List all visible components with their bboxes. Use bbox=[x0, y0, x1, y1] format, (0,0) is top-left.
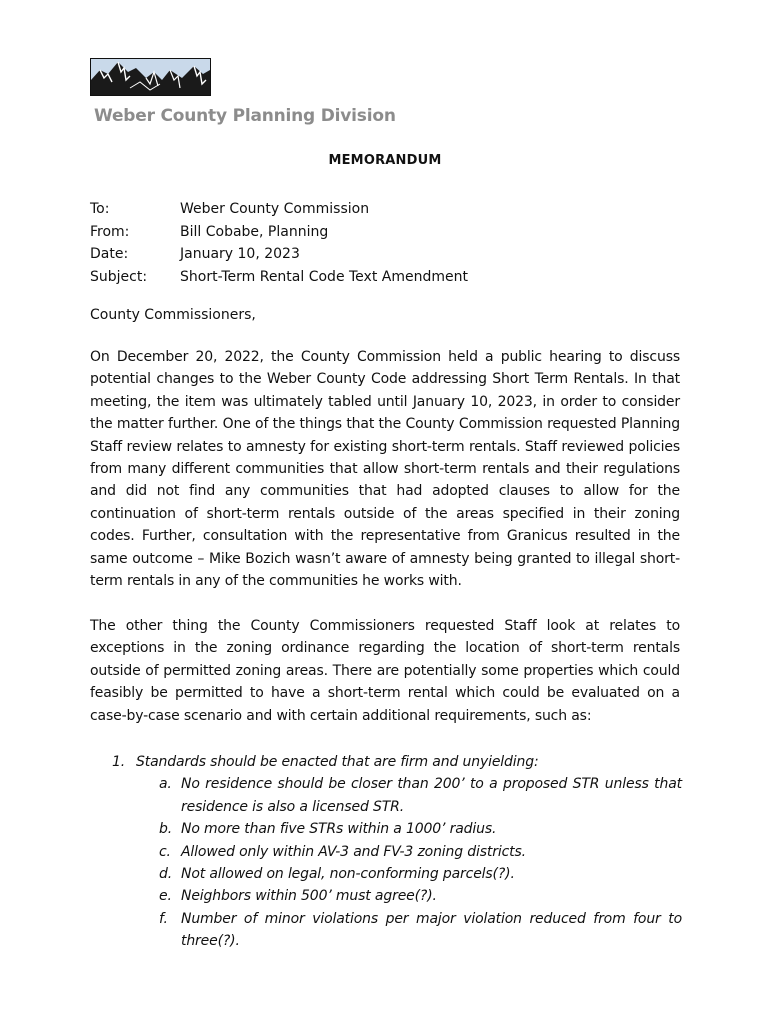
sub-list-text: Neighbors within 500’ must agree(?). bbox=[181, 888, 437, 905]
sub-list-letter: e. bbox=[159, 888, 172, 905]
body-paragraph-2: The other thing the County Commissioners requested Staff look at relates to exceptions in the zoning ordinance regarding the location of short-term rentals outside of permitted zoning areas. There are potentially some properties which could feasibly be permitted to have a short-term rental which could be evaluated on a case-by-case scenario and with certain additional requirements, such as: bbox=[90, 618, 680, 724]
sub-list-text: No residence should be closer than 200’ to a proposed STR unless that residence is also a licensed STR. bbox=[181, 776, 682, 815]
sub-list-letter: a. bbox=[159, 776, 172, 793]
memo-field-date bbox=[90, 243, 468, 266]
sub-list-item bbox=[159, 773, 682, 818]
field-value: Weber County Commission bbox=[180, 201, 370, 217]
sub-list-text: Number of minor violations per major violation reduced from four to three(?). bbox=[181, 910, 682, 950]
field-value: Short-Term Rental Code Text Amendment bbox=[180, 268, 468, 285]
sub-list-item bbox=[159, 885, 682, 907]
memo-field-to bbox=[90, 198, 468, 221]
sub-list-letter: c. bbox=[159, 843, 171, 860]
sub-list-letter: f. bbox=[159, 910, 168, 927]
sub-list-text: Not allowed on legal, non-conforming parcels(?). bbox=[181, 866, 515, 883]
memo-title: MEMORANDUM bbox=[328, 153, 442, 168]
organization-name: Weber County Planning Division bbox=[94, 106, 396, 126]
list-item-text: Standards should be enacted that are firm and unyielding: bbox=[136, 754, 539, 770]
sub-list-text: Allowed only within AV-3 and FV-3 zoning districts. bbox=[181, 843, 526, 860]
memo-header-fields bbox=[90, 198, 468, 288]
sub-list-letter: d. bbox=[159, 866, 173, 883]
sub-list bbox=[159, 773, 682, 952]
field-label: To: bbox=[90, 201, 110, 217]
memo-field-from bbox=[90, 221, 468, 244]
field-value: January 10, 2023 bbox=[180, 246, 300, 262]
list-number: 1. bbox=[112, 754, 126, 770]
sub-list-item bbox=[159, 863, 682, 885]
sub-list-text: No more than five STRs within a 1000’ radius. bbox=[181, 821, 497, 838]
list-item bbox=[112, 751, 682, 773]
salutation: County Commissioners, bbox=[90, 307, 256, 323]
sub-list-letter: b. bbox=[159, 821, 173, 838]
sub-list-item bbox=[159, 818, 682, 840]
sub-list-item bbox=[159, 908, 682, 953]
field-label: Subject: bbox=[90, 268, 148, 285]
field-value: Bill Cobabe, Planning bbox=[180, 223, 329, 240]
mountain-logo-icon bbox=[90, 58, 211, 96]
field-label: From: bbox=[90, 223, 130, 240]
memo-field-subject bbox=[90, 266, 468, 289]
body-paragraph-1: On December 20, 2022, the County Commission held a public hearing to discuss potential changes to the Weber County Code addressing Short Term Rentals. In that meeting, the item was ultimately tabled until January 10, 2023, in order to consider the matter further. One of the things that the County Commission requested Planning Staff review relates to amnesty for existing short-term rentals. Staff reviewed policies from many different communities that allow short-term rentals and their regulations and did not find any communities that had adopted clauses to allow for the continuation of short-term rentals outside of the areas specified in their zoning codes. Further, consultation with the representative from Granicus resulted in the same outcome – Mike Bozich wasn’t aware of amnesty being granted to illegal short-term rentals in any of the communities he works with. bbox=[90, 349, 680, 590]
requirements-list bbox=[112, 751, 682, 953]
sub-list-item bbox=[159, 841, 682, 863]
field-label: Date: bbox=[90, 246, 129, 262]
